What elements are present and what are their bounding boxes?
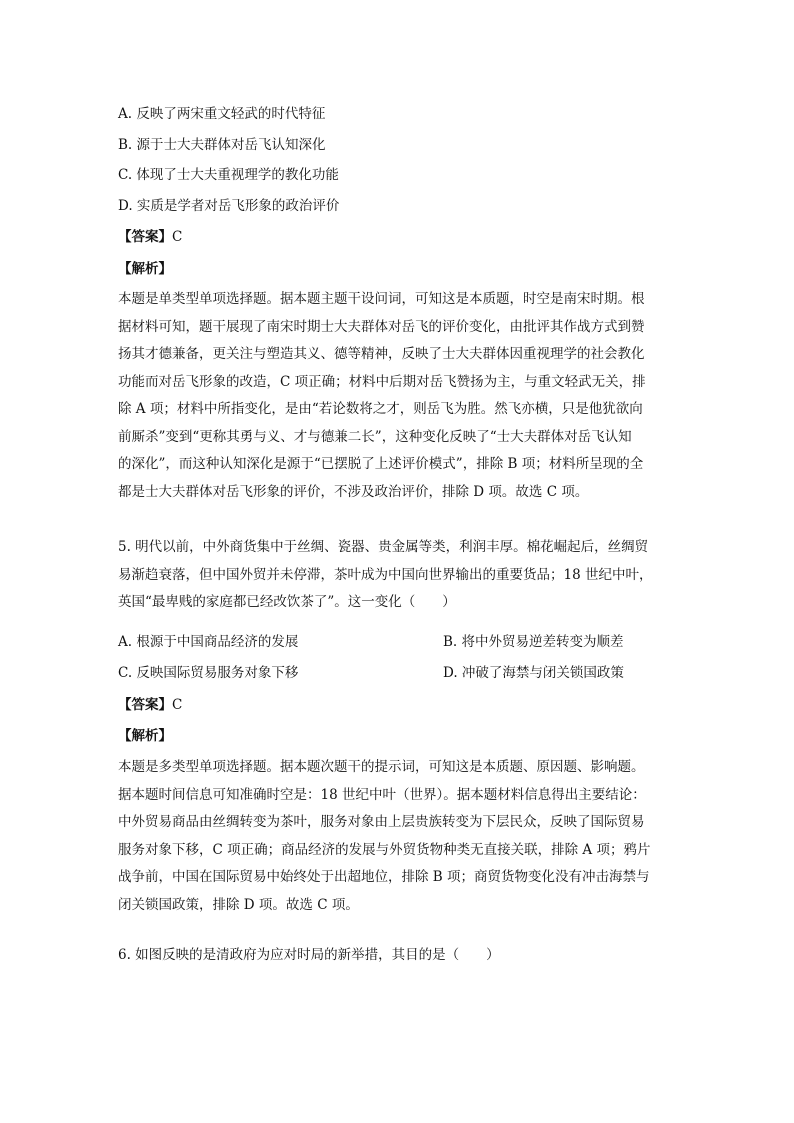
q4-analysis-label: 【解析】	[118, 261, 172, 277]
answer-value: C	[172, 229, 183, 245]
analysis-line: 本题是单类型单项选择题。据本题主题干设问词，可知这是本质题，时空是南宋时期。根	[118, 291, 645, 307]
analysis-line: 扬其才德兼备，更关注与塑造其义、德等精神，反映了士大夫群体因重视理学的社会教化	[118, 346, 645, 362]
answer-label: 【答案】	[118, 697, 172, 713]
analysis-line: 除 A 项；材料中所指变化，是由“若论数将之才，则岳飞为胜。然飞亦横，只是他犹欲向	[118, 401, 643, 417]
q5-option-c: C. 反映国际贸易服务对象下移	[118, 665, 299, 681]
analysis-line: 都是士大夫群体对岳飞形象的评价，不涉及政治评价，排除 D 项。故选 C 项。	[118, 483, 589, 500]
stem-line: 英国“最卑贱的家庭都已经改饮茶了”。这一变化（ ）	[118, 594, 456, 610]
q4-option-a: A. 反映了两宋重文轻武的时代特征	[118, 106, 326, 122]
analysis-line: 闭关锁国政策，排除 D 项。故选 C 项。	[118, 896, 359, 913]
stem-line: 易渐趋衰落，但中国外贸并未停滞，茶叶成为中国向世界输出的重要货品；18 世纪中叶，	[118, 566, 653, 583]
analysis-line: 服务对象下移，C 项正确；商品经济的发展与外贸货物种类无直接关联，排除 A 项；鸦片	[118, 841, 651, 858]
analysis-line: 的深化”，而这种认知深化是源于“已摆脱了上述评价模式”，排除 B 项；材料所呈现的全	[118, 456, 644, 472]
q6-stem: 6. 如图反映的是清政府为应对时局的新举措，其目的是（ ）	[118, 947, 500, 963]
q4-answer	[118, 227, 182, 247]
q5-analysis	[118, 754, 678, 919]
q4-option-d: D. 实质是学者对岳飞形象的政治评价	[118, 198, 340, 214]
q4-analysis	[118, 286, 678, 506]
answer-label: 【答案】	[118, 229, 172, 245]
q5-option-b: B. 将中外贸易逆差转变为顺差	[443, 634, 624, 650]
stem-line: 5. 明代以前，中外商货集中于丝绸、瓷器、贵金属等类，利润丰厚。棉花崛起后，丝绸贸	[118, 539, 649, 555]
analysis-line: 战争前，中国在国际贸易中始终处于出超地位，排除 B 项；商贸货物变化没有冲击海禁与	[118, 869, 650, 885]
answer-value: C	[172, 697, 183, 713]
q5-analysis-label: 【解析】	[118, 728, 172, 744]
analysis-line: 前厮杀”变到“更称其勇与义、才与德兼二长”，这种变化反映了“士大夫群体对岳飞认知	[118, 428, 632, 445]
q4-option-b: B. 源于士大夫群体对岳飞认知深化	[118, 137, 326, 153]
q5-stem	[118, 534, 678, 617]
analysis-line: 据本题时间信息可知准确时空是：18 世纪中叶（世界）。据本题材料信息得出主要结论：	[118, 786, 646, 803]
q5-option-a: A. 根源于中国商品经济的发展	[118, 634, 299, 650]
q5-option-d: D. 冲破了海禁与闭关锁国政策	[443, 665, 624, 681]
analysis-line: 功能而对岳飞形象的改造，C 项正确；材料中后期对岳飞赞扬为主，与重文轻武无关，排	[118, 373, 646, 390]
analysis-line: 本题是多类型单项选择题。据本题次题干的提示词，可知这是本质题、原因题、影响题。	[118, 759, 645, 775]
analysis-line: 中外贸易商品由丝绸转变为茶叶，服务对象由上层贵族转变为下层民众，反映了国际贸易	[118, 814, 645, 830]
analysis-line: 据材料可知，题干展现了南宋时期士大夫群体对岳飞的评价变化，由批评其作战方式到赞	[118, 318, 645, 335]
q5-answer	[118, 695, 182, 715]
q4-option-c: C. 体现了士大夫重视理学的教化功能	[118, 167, 339, 183]
